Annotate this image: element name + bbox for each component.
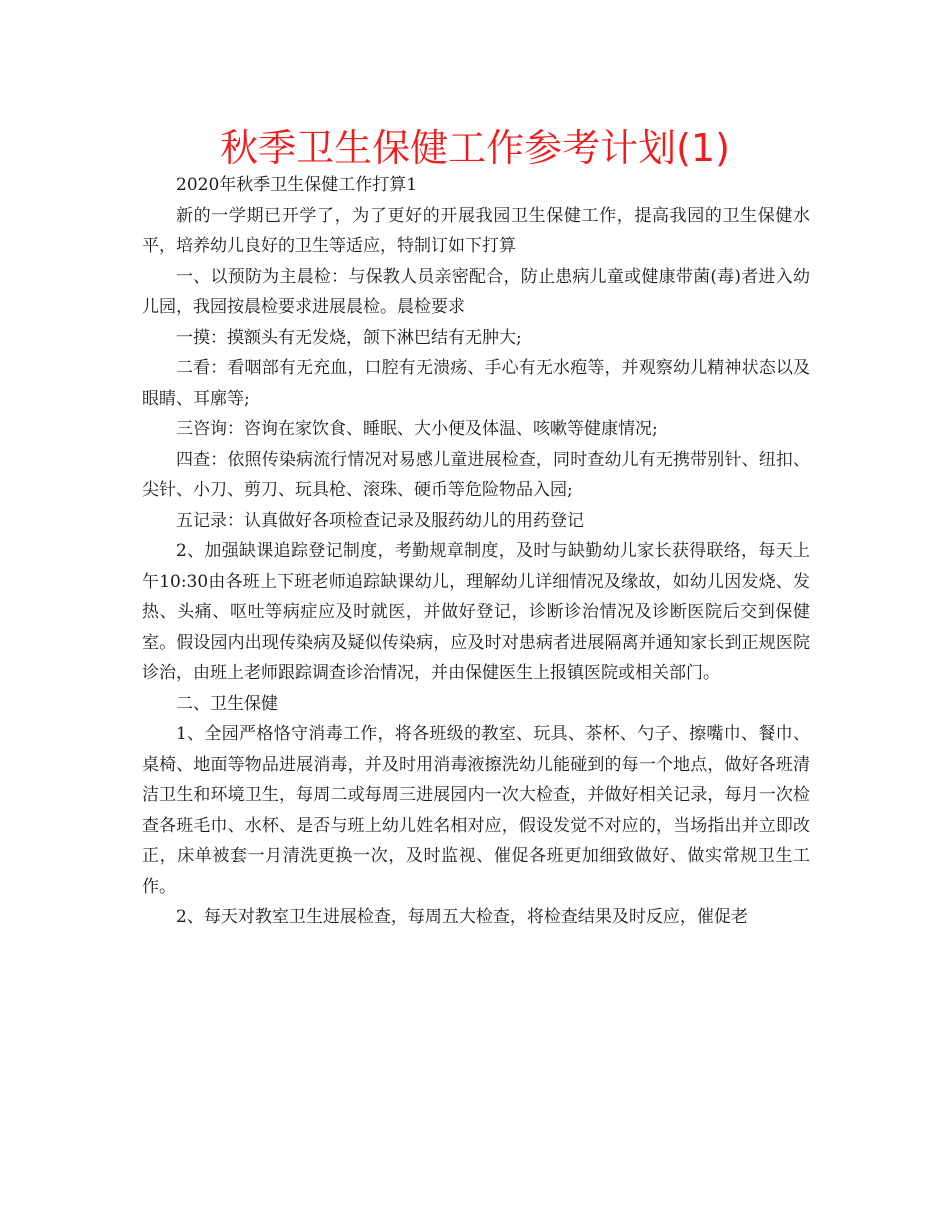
document-body <box>142 170 810 933</box>
paragraph: 三咨询：咨询在家饮食、睡眠、大小便及体温、咳嗽等健康情况; <box>176 419 658 439</box>
paragraph: 五记录：认真做好各项检查记录及服药幼儿的用药登记 <box>176 510 584 531</box>
paragraph: 新的一学期已开学了，为了更好的开展我园卫生保健工作，提高我园的卫生保健水平，培养幼儿良好的卫生等适应，特制订如下打算 <box>142 205 810 256</box>
paragraph: 1、全园严格恪守消毒工作，将各班级的教室、玩具、茶杯、勺子、擦嘴巾、餐巾、桌椅、地面等物品进展消毒，并及时用消毒液擦洗幼儿能碰到的每一个地点，做好各班清洁卫生和环境卫生，每周二或每周三进展园内一次大检查，并做好相关记录，每月一次检查各班毛巾、水杯、是否与班上幼儿姓名相对应，假设发觉不对应的，当场指出并立即改正，床单被套一月清洗更换一次，及时监视、催促各班更加细致做好、做实常规卫生工作。 <box>142 724 810 897</box>
paragraph: 2、每天对教室卫生进展检查，每周五大检查，将检查结果及时反应，催促老 <box>176 907 748 927</box>
paragraph: 二看：看咽部有无充血，口腔有无溃疡、手心有无水疱等，并观察幼儿精神状态以及眼睛、耳廓等; <box>142 358 810 409</box>
paragraph: 一、以预防为主晨检：与保教人员亲密配合，防止患病儿童或健康带菌(毒)者进入幼儿园，我园按晨检要求进展晨检。晨检要求 <box>142 266 810 317</box>
paragraph: 四查：依照传染病流行情况对易感儿童进展检查，同时查幼儿有无携带别针、纽扣、尖针、小刀、剪刀、玩具枪、滚珠、硬币等危险物品入园; <box>142 449 810 500</box>
document-title: 秋季卫生保健工作参考计划(1) <box>220 126 730 170</box>
paragraph: 一摸：摸额头有无发烧，颌下淋巴结有无肿大; <box>176 327 522 348</box>
paragraph: 二、卫生保健 <box>176 693 278 714</box>
paragraph: 2、加强缺课追踪登记制度，考勤规章制度，及时与缺勤幼儿家长获得联络，每天上午10:30由各班上下班老师追踪缺课幼儿，理解幼儿详细情况及缘故，如幼儿因发烧、发热、头痛、呕吐等病症应及时就医，并做好登记，诊断诊治情况及诊断医院后交到保健室。假设园内出现传染病及疑似传染病，应及时对患病者进展隔离并通知家长到正规医院诊治，由班上老师跟踪调查诊治情况，并由保健医生上报镇医院或相关部门。 <box>142 541 810 683</box>
paragraph: 2020年秋季卫生保健工作打算1 <box>176 175 418 195</box>
